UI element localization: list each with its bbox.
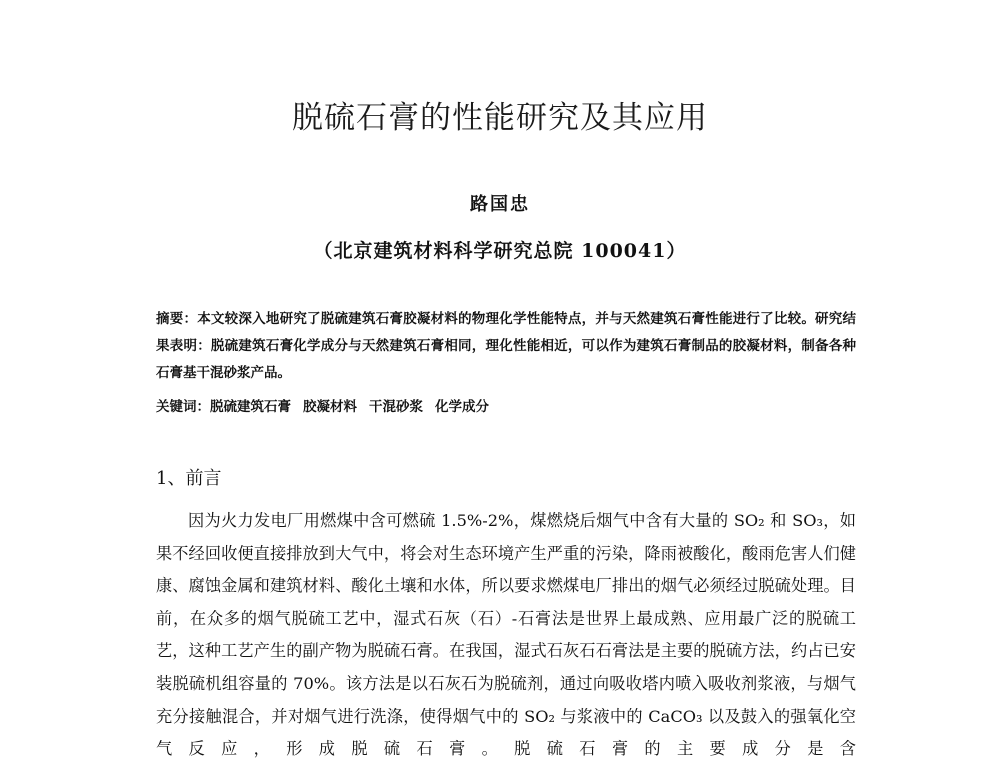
- author-name: 路国忠: [470, 194, 530, 215]
- author-affiliation: （北京建筑材料科学研究总院 100041）: [313, 240, 687, 262]
- keyword-item: 脱硫建筑石膏: [210, 399, 291, 415]
- keyword-item: 化学成分: [435, 399, 489, 415]
- keyword-item: 干混砂浆: [369, 399, 423, 415]
- abstract: [156, 306, 856, 387]
- abstract-label: 摘要：: [156, 311, 198, 327]
- section-heading: 1、前言: [156, 468, 222, 489]
- abstract-text: 本文较深入地研究了脱硫建筑石膏胶凝材料的物理化学性能特点，并与天然建筑石膏性能进行了比较。研究结果表明：脱硫建筑石膏化学成分与天然建筑石膏相同，理化性能相近，可以作为建筑石膏制品的胶凝材料，制备各种石膏基干混砂浆产品。: [156, 311, 857, 381]
- paper-title: 脱硫石膏的性能研究及其应用: [292, 100, 708, 136]
- keywords: [156, 394, 856, 421]
- body-paragraph: 因为火力发电厂用燃煤中含可燃硫 1.5%-2%，煤燃烧后烟气中含有大量的 SO₂ 和 SO₃，如果不经回收便直接排放到大气中，将会对生态环境产生严重的污染，降雨被酸化，酸雨危害人们健康、腐蚀金属和建筑材料、酸化土壤和水体，所以要求燃煤电厂排出的烟气必须经过脱硫处理。目前，在众多的烟气脱硫工艺中，湿式石灰（石）-石膏法是世界上最成熟、应用最广泛的脱硫工艺，这种工艺产生的副产物为脱硫石膏。在我国，湿式石灰石石膏法是主要的脱硫方法，约占已安装脱硫机组容量的 70%。该方法是以石灰石为脱硫剂，通过向吸收塔内喷入吸收剂浆液，与烟气充分接触混合，并对烟气进行洗涤，使得烟气中的 SO₂ 与浆液中的 CaCO₃ 以及鼓入的强氧化空气反应，形成脱硫石膏。脱硫石膏的主要成分是含: [156, 511, 856, 759]
- keyword-item: 胶凝材料: [303, 399, 357, 415]
- keywords-label: 关键词：: [156, 399, 210, 415]
